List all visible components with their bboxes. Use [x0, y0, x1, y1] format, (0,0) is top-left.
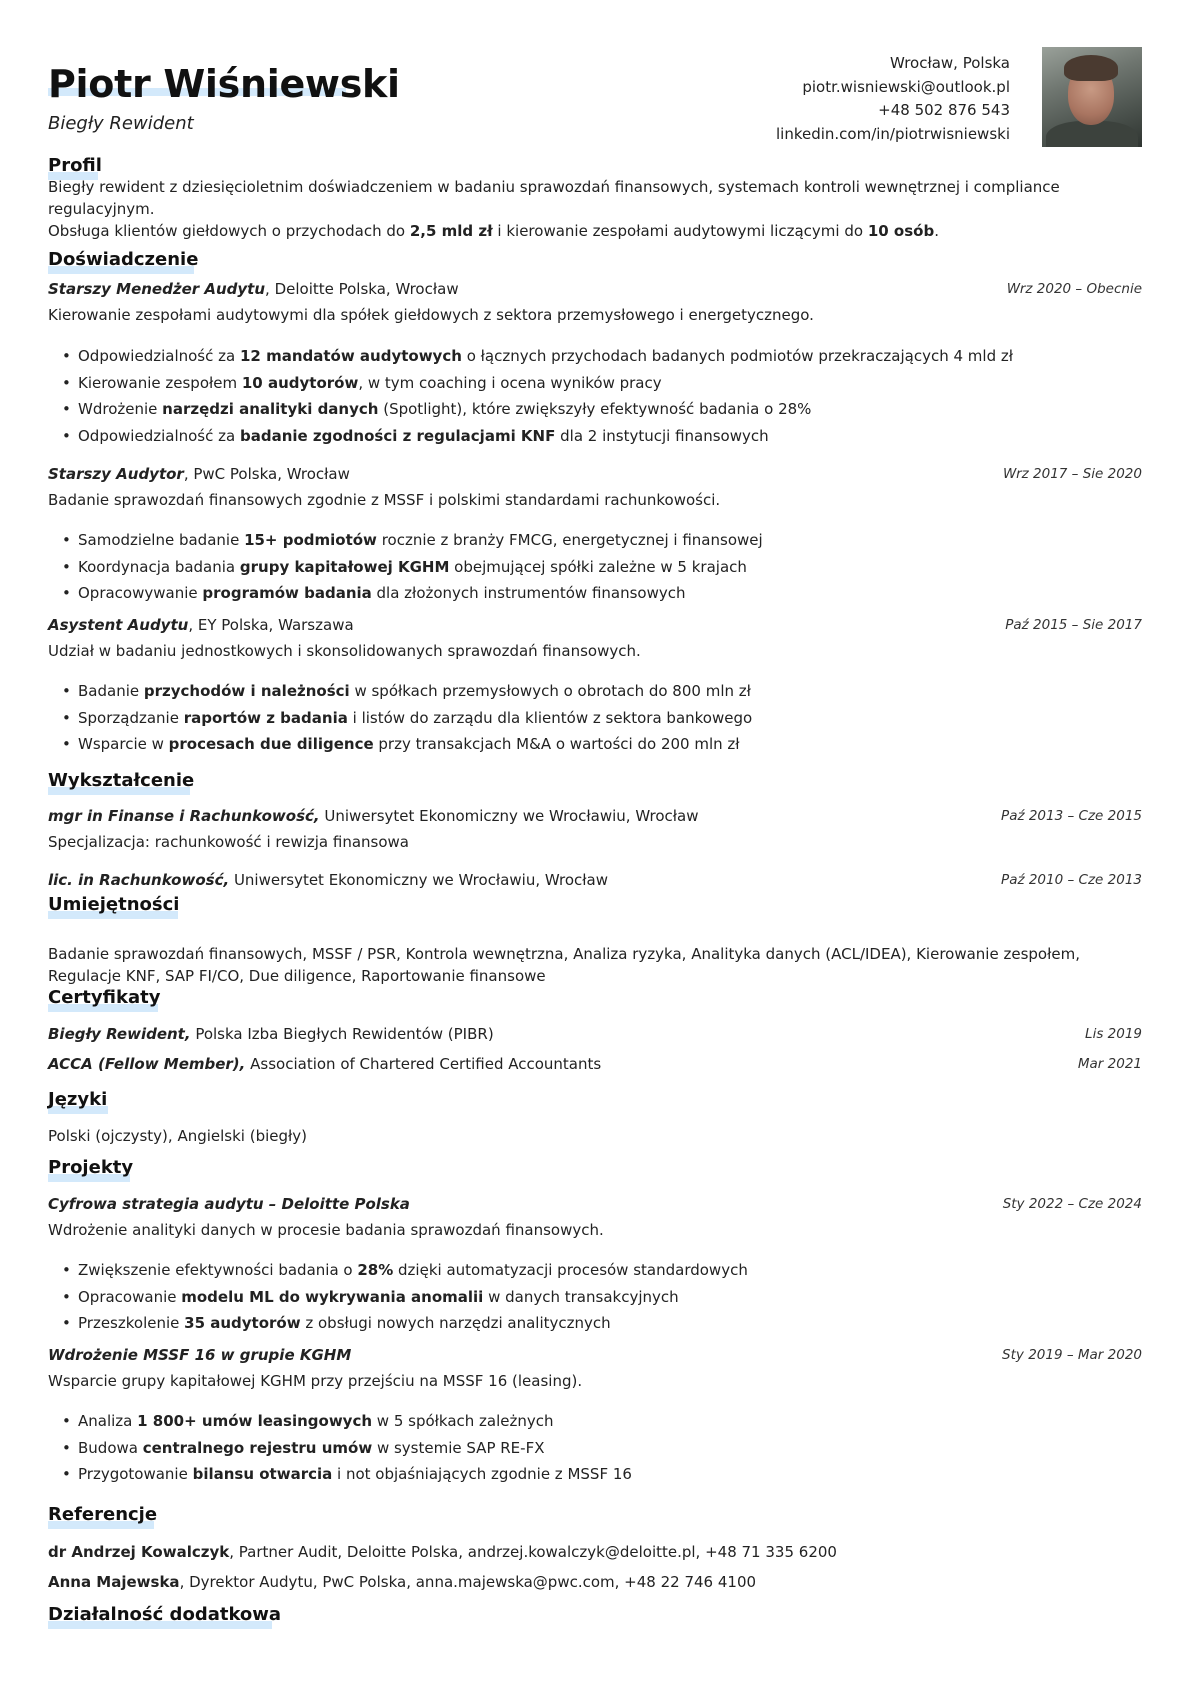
section-title-projects: Projekty [48, 1157, 134, 1178]
job-bullets [48, 527, 763, 607]
profile-text [48, 176, 1142, 242]
education-date: Paź 2013 – Cze 2015 [1001, 808, 1142, 824]
project-header: Wdrożenie MSSF 16 w grupie KGHM Sty 2019 – Mar 2020 [48, 1346, 1142, 1364]
reference-item: Anna Majewska, Dyrektor Audytu, PwC Polska, anna.majewska@pwc.com, +48 22 746 4100 [48, 1573, 757, 1591]
languages-text: Polski (ojczysty), Angielski (biegły) [48, 1127, 308, 1145]
candidate-title: Biegły Rewident [48, 113, 194, 134]
education-description: Specjalizacja: rachunkowość i rewizja finansowa [48, 833, 409, 851]
list-item: • Samodzielne badanie 15+ podmiotów rocznie z branży FMCG, energetycznej i finansowej [78, 527, 763, 554]
job-header: Starszy Audytor, PwC Polska, Wrocław Wrz 2017 – Sie 2020 [48, 465, 1142, 483]
education-header: mgr in Finanse i Rachunkowość, Uniwersytet Ekonomiczny we Wrocławiu, Wrocław Paź 2013 – Cze 2015 [48, 807, 1142, 825]
list-item: • Koordynacja badania grupy kapitałowej KGHM obejmującej spółki zależne w 5 krajach [78, 554, 763, 581]
contact-phone[interactable]: +48 502 876 543 [878, 101, 1010, 119]
job-description: Badanie sprawozdań finansowych zgodnie z MSSF i polskimi standardami rachunkowości. [48, 491, 721, 509]
project-bullets [48, 1408, 632, 1488]
project-description: Wdrożenie analityki danych w procesie badania sprawozdań finansowych. [48, 1221, 604, 1239]
education-date: Paź 2010 – Cze 2013 [1001, 872, 1142, 888]
profile-photo [1042, 47, 1142, 147]
list-item: • Badanie przychodów i należności w spółkach przemysłowych o obrotach do 800 mln zł [78, 678, 752, 705]
list-item: • Odpowiedzialność za badanie zgodności z regulacjami KNF dla 2 instytucji finansowych [78, 423, 1013, 450]
contact-linkedin[interactable]: linkedin.com/in/piotrwisniewski [775, 124, 1010, 143]
list-item: • Przeszkolenie 35 audytorów z obsługi nowych narzędzi analitycznych [78, 1310, 748, 1337]
skills-text: Badanie sprawozdań finansowych, MSSF / PSR, Kontrola wewnętrzna, Analiza ryzyka, Analityka danych (ACL/IDEA), Kierowanie zespołem, Regulacje KNF, SAP FI/CO, Due diligence, Raportowanie finansowe [48, 945, 1080, 985]
job-date: Paź 2015 – Sie 2017 [1005, 617, 1142, 633]
contact-location: Wrocław, Polska [890, 54, 1010, 72]
section-title-education: Wykształcenie [48, 770, 195, 791]
job-date: Wrz 2017 – Sie 2020 [1002, 466, 1142, 482]
list-item: • Sporządzanie raportów z badania i listów do zarządu dla klientów z sektora bankowego [78, 705, 752, 732]
section-title-skills: Umiejętności [48, 894, 180, 915]
list-item: • Przygotowanie bilansu otwarcia i not objaśniających zgodnie z MSSF 16 [78, 1461, 632, 1488]
contact-block [776, 52, 1010, 146]
section-title-experience: Doświadczenie [48, 249, 199, 270]
education-header: lic. in Rachunkowość, Uniwersytet Ekonomiczny we Wrocławiu, Wrocław Paź 2010 – Cze 2013 [48, 871, 1142, 889]
profile-line-2: Obsługa klientów giełdowych o przychodach do 2,5 mld zł i kierowanie zespołami audytowymi liczącymi do 10 osób. [48, 222, 939, 240]
profile-line-1: Biegły rewident z dziesięcioletnim doświadczeniem w badaniu sprawozdań finansowych, systemach kontroli wewnętrznej i compliance regulacyjnym. [48, 178, 1060, 218]
list-item: • Opracowanie modelu ML do wykrywania anomalii w danych transakcyjnych [78, 1284, 748, 1311]
list-item: • Budowa centralnego rejestru umów w systemie SAP RE-FX [78, 1435, 632, 1462]
section-title-references: Referencje [48, 1504, 158, 1525]
section-title-languages: Języki [48, 1089, 108, 1110]
project-header: Cyfrowa strategia audytu – Deloitte Polska Sty 2022 – Cze 2024 [48, 1195, 1142, 1213]
list-item: • Odpowiedzialność za 12 mandatów audytowych o łącznych przychodach badanych podmiotów przekraczających 4 mld zł [78, 343, 1013, 370]
certificate-date: Mar 2021 [1077, 1056, 1142, 1072]
resume-page [48, 0, 1142, 1683]
project-description: Wsparcie grupy kapitałowej KGHM przy przejściu na MSSF 16 (leasing). [48, 1372, 583, 1390]
candidate-name: Piotr Wiśniewski [48, 62, 400, 106]
project-date: Sty 2019 – Mar 2020 [1002, 1347, 1142, 1363]
list-item: • Zwiększenie efektywności badania o 28% dzięki automatyzacji procesów standardowych [78, 1257, 748, 1284]
section-title-extra-activities: Działalność dodatkowa [48, 1604, 282, 1625]
list-item: • Wsparcie w procesach due diligence przy transakcjach M&A o wartości do 200 mln zł [78, 731, 752, 758]
list-item: • Wdrożenie narzędzi analityki danych (Spotlight), które zwiększyły efektywność badania o 28% [78, 396, 1013, 423]
certificate-item: ACCA (Fellow Member), Association of Chartered Certified Accountants Mar 2021 [48, 1055, 1142, 1073]
list-item: • Analiza 1 800+ umów leasingowych w 5 spółkach zależnych [78, 1408, 632, 1435]
section-title-certificates: Certyfikaty [48, 987, 161, 1008]
job-description: Kierowanie zespołami audytowymi dla spółek giełdowych z sektora przemysłowego i energetycznego. [48, 306, 814, 324]
job-header: Asystent Audytu, EY Polska, Warszawa Paź 2015 – Sie 2017 [48, 616, 1142, 634]
certificate-item: Biegły Rewident, Polska Izba Biegłych Rewidentów (PIBR) Lis 2019 [48, 1025, 1142, 1043]
job-header: Starszy Menedżer Audytu, Deloitte Polska, Wrocław Wrz 2020 – Obecnie [48, 280, 1142, 298]
job-bullets [48, 343, 1013, 449]
job-date: Wrz 2020 – Obecnie [1006, 281, 1142, 297]
reference-item: dr Andrzej Kowalczyk, Partner Audit, Deloitte Polska, andrzej.kowalczyk@deloitte.pl, +48 71 335 6200 [48, 1543, 837, 1561]
contact-email[interactable]: piotr.wisniewski@outlook.pl [802, 77, 1010, 96]
job-description: Udział w badaniu jednostkowych i skonsolidowanych sprawozdań finansowych. [48, 642, 641, 660]
project-date: Sty 2022 – Cze 2024 [1002, 1196, 1142, 1212]
list-item: • Opracowywanie programów badania dla złożonych instrumentów finansowych [78, 580, 763, 607]
project-bullets [48, 1257, 748, 1337]
certificate-date: Lis 2019 [1085, 1026, 1142, 1042]
job-bullets [48, 678, 752, 758]
section-title-profile: Profil [48, 155, 102, 176]
list-item: • Kierowanie zespołem 10 audytorów, w tym coaching i ocena wyników pracy [78, 370, 1013, 397]
